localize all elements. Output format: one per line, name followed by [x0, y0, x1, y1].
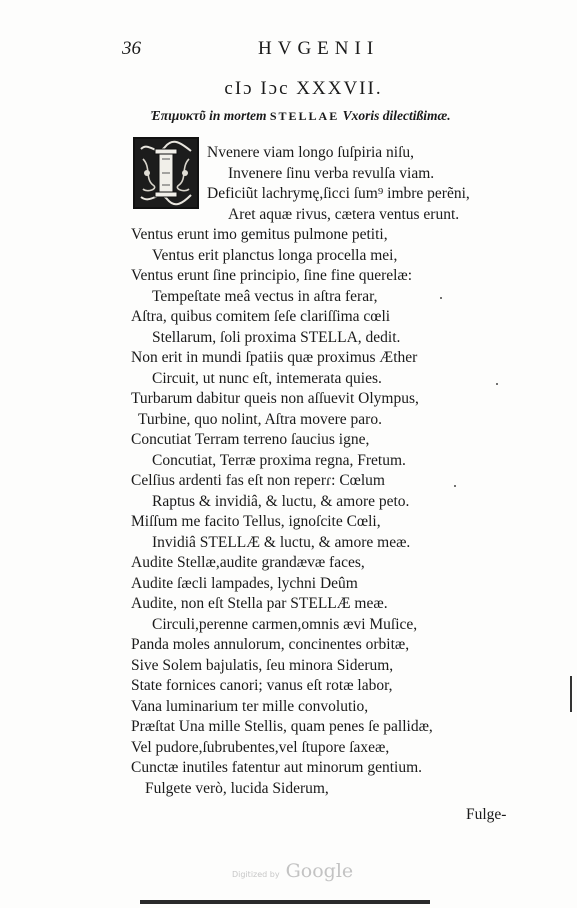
poem-line: Sive Solem bajulatis, ſeu minora Siderum,: [131, 656, 394, 674]
poem-line: Stellarum, ſoli proxima STELLA, dedit.: [152, 328, 401, 346]
page-edge-mark: [570, 676, 572, 712]
poem-line: Audite Stellæ,audite grandævæ faces,: [131, 554, 365, 571]
ink-speck: [496, 383, 498, 385]
poem-line: Ventus erit planctus longa procella mei,: [152, 246, 398, 264]
poem-line: Tempeſtate meâ vectus in aſtra ferar,: [152, 287, 378, 305]
poem-line: Præſtat Una mille Stellis, quam penes ſe pallidæ,: [131, 718, 433, 735]
epigram-number: cIɔ Iɔc XXXVII.: [224, 78, 383, 99]
poem-line: Circuit, ut nunc eſt, intemerata quies.: [152, 369, 382, 387]
heading-name: STELLAE: [269, 109, 340, 123]
poem-line: Vana luminarium ter mille convolutio,: [131, 697, 369, 715]
bottom-scan-edge: [140, 900, 430, 904]
ink-speck: [440, 297, 442, 299]
poem-line: Aret aquæ rivus, cætera ventus erunt.: [228, 205, 460, 223]
page-number: 36: [122, 38, 141, 59]
poem-line: Cunctæ inutiles fatentur aut minorum gentium.: [131, 759, 423, 776]
poem-line: Audite ſæcli lampades, lychni Deûm: [131, 574, 358, 592]
running-title: HVGENII: [258, 38, 380, 59]
poem-line: Ventus erunt ſine principio, ſine fine querelæ:: [131, 267, 413, 284]
poem-line: Turbine, quo nolint, Aſtra movere paro.: [138, 410, 382, 428]
ink-speck: [454, 485, 456, 487]
poem-line: Invenere ſinu verba revulſa viam.: [228, 164, 435, 182]
epigram-heading: [0, 108, 577, 124]
running-head: [122, 38, 542, 62]
poem-line: Celſius ardenti fas eſt non reperɾ: Cœlum: [131, 472, 385, 489]
poem-line: Non erit in mundi ſpatiis quæ proximus Æther: [131, 349, 418, 366]
heading-prefix: Ἐπιμυκτῦ in mortem: [150, 108, 267, 123]
poem-line: Concutiat, Terræ proxima regna, Fretum.: [152, 451, 406, 469]
digitized-watermark: [232, 860, 353, 882]
poem-line: Vel pudore,ſubrubentes,vel ſtupore ſaxeæ,: [131, 738, 390, 756]
poem-line: Concutiat Terram terreno ſaucius igne,: [131, 431, 370, 448]
watermark-small-text: Digitized by: [232, 870, 280, 879]
poem-line: Turbarum dabitur queis non aſſuevit Olympus,: [131, 390, 419, 407]
poem-line: Aſtra, quibus comitem ſeſe clariſſima cœli: [131, 308, 391, 325]
poem-line: State fornices canori; vanus eſt rotæ labor,: [131, 677, 393, 694]
poem-line: Circuli,perenne carmen,omnis ævi Muſice,: [152, 615, 418, 633]
poem-line: Panda moles annulorum, concinentes orbitæ,: [131, 636, 410, 653]
watermark-logo-text: Google: [285, 860, 354, 882]
poem-line: Audite, non eſt Stella par STELLÆ meæ.: [131, 595, 388, 612]
catchword: Fulge-: [466, 806, 507, 823]
decorated-initial-icon: [133, 137, 199, 209]
poem-line: Deficiũt lachrymę,ſicci ſum⁹ imbre perẽni,: [207, 185, 470, 202]
poem-line: Invidiâ STELLÆ & luctu, & amore meæ.: [152, 533, 411, 551]
poem-line: Miſſum me facito Tellus, ignoſcite Cœli,: [131, 513, 381, 530]
poem-line: Raptus & invidiâ, & luctu, & amore peto.: [152, 492, 410, 510]
poem-line: Fulgete verò, lucida Siderum,: [145, 779, 329, 797]
poem-line: Nvenere viam longo ſuſpiria niſu,: [207, 144, 415, 161]
poem-line: Ventus erunt imo gemitus pulmone petiti,: [131, 226, 388, 243]
heading-suffix: Vxoris dilectißimæ.: [342, 108, 451, 123]
